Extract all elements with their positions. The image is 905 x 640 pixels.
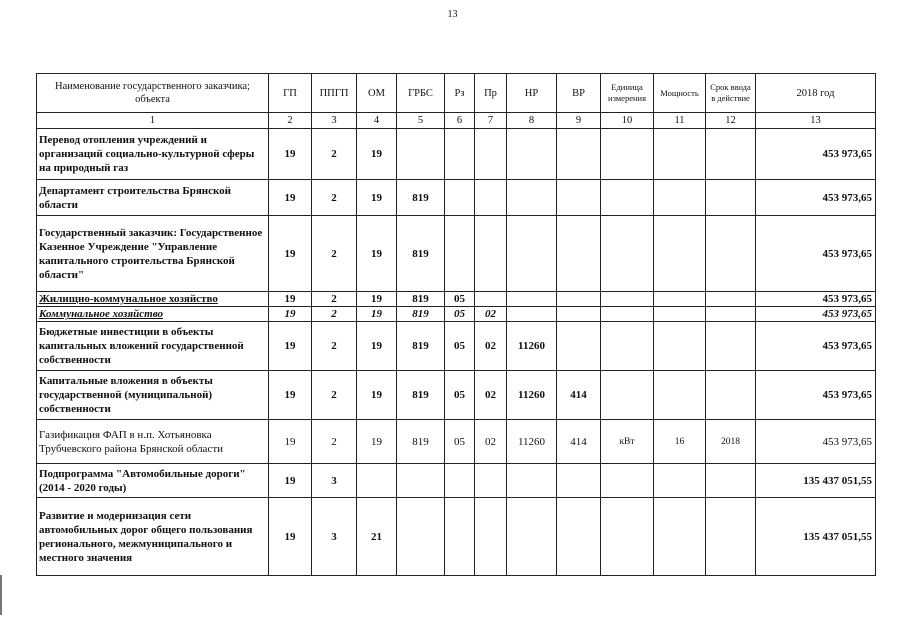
cell-gp: 19 (269, 420, 312, 464)
cell-rz (445, 464, 475, 498)
column-number: 12 (706, 113, 756, 129)
header-rz: Рз (445, 74, 475, 113)
column-number: 8 (507, 113, 557, 129)
header-name: Наименование государственного заказчика; объекта (37, 74, 269, 113)
cell-unit: кВт (601, 420, 654, 464)
budget-table (36, 73, 876, 576)
table-row (37, 371, 876, 420)
cell-pr: 02 (475, 371, 507, 420)
cell-term (706, 307, 756, 322)
cell-grbs: 819 (397, 216, 445, 292)
cell-ppgp: 2 (312, 180, 357, 216)
row-name: Государственный заказчик: Государственное Казенное Учреждение "Управление капитального строительства Брянской области" (37, 216, 269, 292)
cell-grbs: 819 (397, 371, 445, 420)
table-row (37, 216, 876, 292)
cell-rz (445, 180, 475, 216)
cell-power (654, 498, 706, 576)
header-ppgp: ППГП (312, 74, 357, 113)
header-nr: НР (507, 74, 557, 113)
cell-term (706, 216, 756, 292)
cell-nr (507, 292, 557, 307)
column-number: 5 (397, 113, 445, 129)
cell-om: 19 (357, 180, 397, 216)
cell-grbs (397, 464, 445, 498)
cell-ppgp: 2 (312, 292, 357, 307)
cell-grbs (397, 498, 445, 576)
cell-vr (557, 498, 601, 576)
cell-amount: 453 973,65 (756, 129, 876, 180)
cell-term (706, 371, 756, 420)
column-number: 1 (37, 113, 269, 129)
header-power: Мощность (654, 74, 706, 113)
cell-amount: 453 973,65 (756, 371, 876, 420)
cell-ppgp: 3 (312, 498, 357, 576)
cell-vr (557, 292, 601, 307)
cell-vr (557, 129, 601, 180)
cell-nr (507, 464, 557, 498)
row-name: Коммунальное хозяйство (37, 307, 269, 322)
cell-term (706, 129, 756, 180)
cell-amount: 453 973,65 (756, 322, 876, 371)
cell-grbs: 819 (397, 307, 445, 322)
scan-edge-mark (0, 575, 2, 615)
cell-term (706, 464, 756, 498)
cell-nr: 11260 (507, 322, 557, 371)
cell-amount: 453 973,65 (756, 307, 876, 322)
cell-vr (557, 464, 601, 498)
cell-amount: 453 973,65 (756, 180, 876, 216)
cell-unit (601, 307, 654, 322)
cell-pr (475, 129, 507, 180)
cell-rz (445, 216, 475, 292)
cell-gp: 19 (269, 180, 312, 216)
cell-rz (445, 129, 475, 180)
cell-term: 2018 (706, 420, 756, 464)
cell-vr: 414 (557, 371, 601, 420)
header-gp: ГП (269, 74, 312, 113)
cell-power (654, 322, 706, 371)
table-row (37, 129, 876, 180)
cell-pr (475, 180, 507, 216)
cell-amount: 135 437 051,55 (756, 498, 876, 576)
cell-term (706, 498, 756, 576)
cell-vr (557, 180, 601, 216)
cell-vr: 414 (557, 420, 601, 464)
cell-nr (507, 307, 557, 322)
cell-gp: 19 (269, 464, 312, 498)
table-row (37, 180, 876, 216)
cell-grbs (397, 129, 445, 180)
cell-nr (507, 129, 557, 180)
cell-rz (445, 498, 475, 576)
cell-ppgp: 3 (312, 464, 357, 498)
cell-pr (475, 292, 507, 307)
cell-power (654, 216, 706, 292)
cell-amount: 453 973,65 (756, 216, 876, 292)
cell-power (654, 180, 706, 216)
cell-om (357, 464, 397, 498)
column-number: 9 (557, 113, 601, 129)
cell-amount: 453 973,65 (756, 292, 876, 307)
cell-ppgp: 2 (312, 216, 357, 292)
cell-gp: 19 (269, 322, 312, 371)
cell-om: 19 (357, 322, 397, 371)
row-name: Развитие и модернизация сети автомобильных дорог общего пользования регионального, межмуниципального и местного значения (37, 498, 269, 576)
cell-om: 19 (357, 307, 397, 322)
cell-vr (557, 322, 601, 371)
cell-rz: 05 (445, 371, 475, 420)
cell-nr: 11260 (507, 371, 557, 420)
cell-gp: 19 (269, 307, 312, 322)
column-number: 10 (601, 113, 654, 129)
cell-power: 16 (654, 420, 706, 464)
column-number: 3 (312, 113, 357, 129)
cell-nr (507, 180, 557, 216)
header-unit: Единица измерения (601, 74, 654, 113)
row-name: Департамент строительства Брянской области (37, 180, 269, 216)
cell-rz: 05 (445, 420, 475, 464)
column-number: 2 (269, 113, 312, 129)
cell-om: 19 (357, 371, 397, 420)
cell-nr: 11260 (507, 420, 557, 464)
cell-ppgp: 2 (312, 322, 357, 371)
cell-nr (507, 216, 557, 292)
cell-om: 21 (357, 498, 397, 576)
cell-unit (601, 216, 654, 292)
column-number: 4 (357, 113, 397, 129)
cell-pr: 02 (475, 322, 507, 371)
cell-pr: 02 (475, 420, 507, 464)
cell-ppgp: 2 (312, 307, 357, 322)
column-number: 11 (654, 113, 706, 129)
cell-unit (601, 464, 654, 498)
header-pr: Пр (475, 74, 507, 113)
cell-term (706, 322, 756, 371)
cell-unit (601, 371, 654, 420)
column-number-row (37, 113, 876, 129)
cell-gp: 19 (269, 129, 312, 180)
cell-rz: 05 (445, 322, 475, 371)
cell-gp: 19 (269, 292, 312, 307)
cell-power (654, 371, 706, 420)
column-number: 6 (445, 113, 475, 129)
cell-ppgp: 2 (312, 129, 357, 180)
cell-rz: 05 (445, 307, 475, 322)
cell-nr (507, 498, 557, 576)
cell-gp: 19 (269, 216, 312, 292)
column-number: 7 (475, 113, 507, 129)
cell-gp: 19 (269, 371, 312, 420)
cell-power (654, 307, 706, 322)
table-row (37, 464, 876, 498)
cell-unit (601, 180, 654, 216)
cell-power (654, 292, 706, 307)
table-row (37, 420, 876, 464)
table-header-row (37, 74, 876, 113)
cell-term (706, 180, 756, 216)
cell-ppgp: 2 (312, 371, 357, 420)
cell-vr (557, 216, 601, 292)
cell-pr (475, 216, 507, 292)
cell-amount: 135 437 051,55 (756, 464, 876, 498)
cell-om: 19 (357, 292, 397, 307)
cell-om: 19 (357, 420, 397, 464)
header-om: ОМ (357, 74, 397, 113)
header-grbs: ГРБС (397, 74, 445, 113)
column-number: 13 (756, 113, 876, 129)
cell-unit (601, 498, 654, 576)
cell-om: 19 (357, 129, 397, 180)
cell-om: 19 (357, 216, 397, 292)
cell-power (654, 464, 706, 498)
cell-grbs: 819 (397, 292, 445, 307)
cell-term (706, 292, 756, 307)
cell-vr (557, 307, 601, 322)
row-name: Бюджетные инвестиции в объекты капитальных вложений государственной собственности (37, 322, 269, 371)
header-vr: ВР (557, 74, 601, 113)
row-name: Перевод отопления учреждений и организаций социально-культурной сферы на природный газ (37, 129, 269, 180)
cell-power (654, 129, 706, 180)
cell-pr (475, 464, 507, 498)
cell-unit (601, 129, 654, 180)
cell-grbs: 819 (397, 420, 445, 464)
cell-unit (601, 322, 654, 371)
table-row (37, 307, 876, 322)
row-name: Подпрограмма "Автомобильные дороги" (2014 - 2020 годы) (37, 464, 269, 498)
row-name: Газификация ФАП в н.п. Хотьяновка Трубчевского района Брянской области (37, 420, 269, 464)
table-row (37, 292, 876, 307)
cell-unit (601, 292, 654, 307)
cell-pr (475, 498, 507, 576)
cell-rz: 05 (445, 292, 475, 307)
table-row (37, 498, 876, 576)
cell-grbs: 819 (397, 180, 445, 216)
cell-grbs: 819 (397, 322, 445, 371)
page-number: 13 (447, 9, 458, 20)
header-term: Срок ввода в действие (706, 74, 756, 113)
row-name: Капитальные вложения в объекты государственной (муниципальной) собственности (37, 371, 269, 420)
table-row (37, 322, 876, 371)
cell-amount: 453 973,65 (756, 420, 876, 464)
cell-pr: 02 (475, 307, 507, 322)
cell-ppgp: 2 (312, 420, 357, 464)
cell-gp: 19 (269, 498, 312, 576)
header-year: 2018 год (756, 74, 876, 113)
row-name: Жилищно-коммунальное хозяйство (37, 292, 269, 307)
